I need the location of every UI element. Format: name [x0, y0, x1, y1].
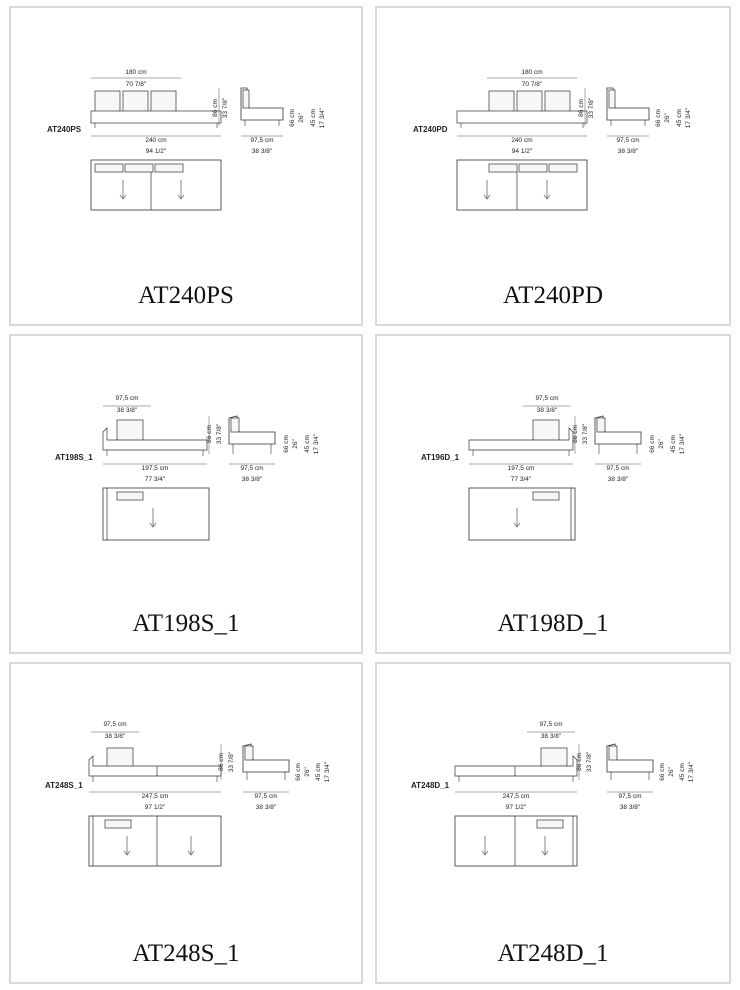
top-dim-cm: 97,5 cm: [539, 721, 563, 728]
seat-dim-in: 17 3/4": [679, 433, 686, 455]
front-elevation: [103, 420, 207, 456]
total-dim-cm: 197,5 cm: [507, 465, 535, 472]
total-dim-cm: 197,5 cm: [141, 465, 169, 472]
side-elevation: [595, 416, 641, 454]
side-elevation: [229, 416, 275, 454]
panel-caption: AT240PS: [138, 282, 234, 309]
plan-view: [91, 160, 221, 210]
total-dim-in: 77 3/4": [144, 476, 166, 483]
height-dim-cm: 86 cm: [578, 99, 585, 117]
top-dim-cm: 180 cm: [521, 69, 543, 76]
front-elevation: [89, 748, 221, 782]
panel-at198s-1: [9, 334, 363, 654]
seat-dim-cm: 45 cm: [315, 763, 322, 781]
arm-dim-cm: 66 cm: [283, 435, 290, 453]
height-dim-cm: 86 cm: [206, 425, 213, 443]
drawing-at198d-1: [377, 336, 729, 652]
front-elevation: [91, 91, 221, 128]
height-dim-cm: 86 cm: [212, 99, 219, 117]
panel-at240ps: [9, 6, 363, 326]
drawing-at248d-1: [377, 664, 729, 982]
total-dim-cm: 247,5 cm: [141, 793, 169, 800]
top-dim-cm: 180 cm: [125, 69, 147, 76]
plan-view: [457, 160, 587, 210]
height-dim-cm: 86 cm: [576, 753, 583, 771]
arm-dim-in: 26": [292, 439, 299, 449]
depth-dim-cm: 97,5 cm: [240, 465, 264, 472]
depth-dim-cm: 97,5 cm: [254, 793, 278, 800]
panel-caption: AT248S_1: [132, 940, 240, 967]
height-dim-in: 33 7/8": [588, 97, 595, 119]
arm-dim-cm: 66 cm: [659, 763, 666, 781]
depth-dim-cm: 97,5 cm: [250, 137, 274, 144]
seat-dim-cm: 45 cm: [679, 763, 686, 781]
total-dim-in: 94 1/2": [511, 148, 533, 155]
total-dim-cm: 240 cm: [511, 137, 533, 144]
depth-dim-in: 38 3/8": [607, 476, 629, 483]
plan-view: [103, 488, 209, 540]
seat-dim-in: 17 3/4": [324, 761, 331, 783]
model-code: AT240PS: [47, 125, 82, 134]
arm-dim-cm: 66 cm: [655, 109, 662, 127]
drawing-at248s-1: [11, 664, 361, 982]
top-dim-in: 38 3/8": [116, 407, 138, 414]
depth-dim-in: 38 3/8": [617, 148, 639, 155]
top-dim-cm: 97,5 cm: [535, 395, 559, 402]
side-elevation: [241, 88, 283, 126]
panel-at248s-1: [9, 662, 363, 984]
depth-dim-cm: 97,5 cm: [616, 137, 640, 144]
plan-view: [89, 816, 221, 866]
front-elevation: [469, 420, 573, 456]
model-code: AT198S_1: [55, 453, 93, 462]
front-elevation: [457, 91, 587, 128]
seat-dim-cm: 45 cm: [676, 109, 683, 127]
top-dim-cm: 97,5 cm: [115, 395, 139, 402]
depth-dim-in: 38 3/8": [619, 804, 641, 811]
top-dim-in: 70 7/8": [125, 81, 147, 88]
seat-dim-cm: 45 cm: [670, 435, 677, 453]
plan-view: [469, 488, 575, 540]
arm-dim-in: 26": [668, 767, 675, 777]
panel-caption: AT248D_1: [497, 940, 609, 967]
seat-dim-in: 17 3/4": [688, 761, 695, 783]
height-dim-cm: 86 cm: [218, 753, 225, 771]
seat-dim-in: 17 3/4": [313, 433, 320, 455]
model-code: AT248D_1: [411, 781, 450, 790]
side-elevation: [243, 744, 289, 780]
arm-dim-in: 26": [658, 439, 665, 449]
total-dim-cm: 240 cm: [145, 137, 167, 144]
side-elevation: [607, 744, 653, 780]
top-dim-in: 70 7/8": [521, 81, 543, 88]
arm-dim-in: 26": [664, 113, 671, 123]
top-dim-in: 38 3/8": [104, 733, 126, 740]
front-elevation: [455, 748, 577, 782]
total-dim-in: 97 1/2": [505, 804, 527, 811]
depth-dim-cm: 97,5 cm: [606, 465, 630, 472]
seat-dim-in: 17 3/4": [685, 107, 692, 129]
seat-dim-cm: 45 cm: [310, 109, 317, 127]
panel-caption: AT198D_1: [497, 610, 609, 637]
arm-dim-cm: 66 cm: [289, 109, 296, 127]
arm-dim-in: 26": [298, 113, 305, 123]
depth-dim-cm: 97,5 cm: [618, 793, 642, 800]
total-dim-in: 77 3/4": [510, 476, 532, 483]
model-code: AT248S_1: [45, 781, 83, 790]
height-dim-cm: 86 cm: [572, 425, 579, 443]
panel-at240pd: [375, 6, 731, 326]
model-code: AT196D_1: [421, 453, 460, 462]
panel-at248d-1: [375, 662, 731, 984]
drawing-at240ps: [11, 8, 361, 324]
height-dim-in: 33 7/8": [216, 423, 223, 445]
top-dim-cm: 97,5 cm: [103, 721, 127, 728]
height-dim-in: 33 7/8": [586, 751, 593, 773]
total-dim-in: 97 1/2": [144, 804, 166, 811]
total-dim-cm: 247,5 cm: [502, 793, 530, 800]
plan-view: [455, 816, 577, 866]
arm-dim-cm: 66 cm: [649, 435, 656, 453]
arm-dim-in: 26": [304, 767, 311, 777]
seat-dim-cm: 45 cm: [304, 435, 311, 453]
side-elevation: [607, 88, 649, 126]
total-dim-in: 94 1/2": [145, 148, 167, 155]
height-dim-in: 33 7/8": [222, 97, 229, 119]
height-dim-in: 33 7/8": [228, 751, 235, 773]
depth-dim-in: 38 3/8": [251, 148, 273, 155]
top-dim-in: 38 3/8": [536, 407, 558, 414]
drawing-at240pd: [377, 8, 729, 324]
top-dim-in: 38 3/8": [540, 733, 562, 740]
panel-at198d-1: [375, 334, 731, 654]
model-code: AT240PD: [413, 125, 448, 134]
drawing-at198s-1: [11, 336, 361, 652]
arm-dim-cm: 66 cm: [295, 763, 302, 781]
depth-dim-in: 38 3/8": [241, 476, 263, 483]
depth-dim-in: 38 3/8": [255, 804, 277, 811]
panel-caption: AT198S_1: [132, 610, 240, 637]
panel-caption: AT240PD: [502, 282, 603, 309]
seat-dim-in: 17 3/4": [319, 107, 326, 129]
height-dim-in: 33 7/8": [582, 423, 589, 445]
